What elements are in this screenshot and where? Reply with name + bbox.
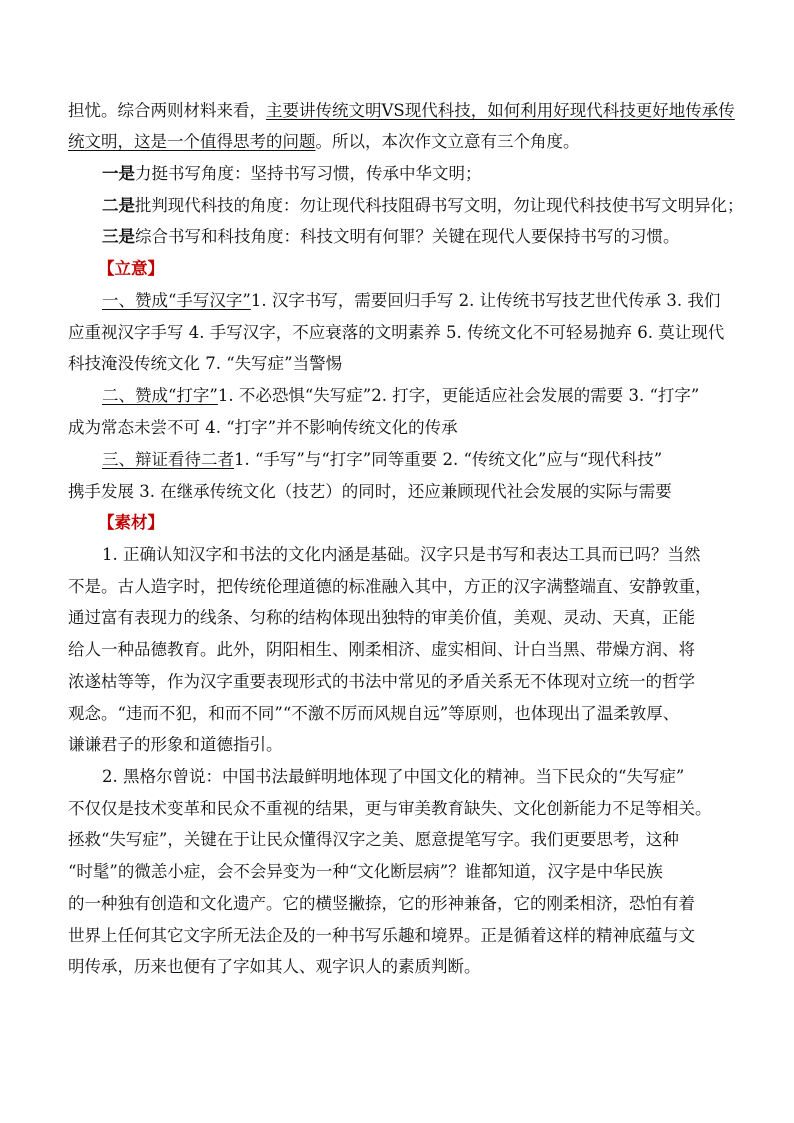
sucai-p2-line: “时髦”的微恙小症，会不会异变为一种“文化断层病”？谁都知道，汉字是中华民族 <box>68 862 663 881</box>
liyi-p2-line-2: 成为常态未尝不可 4. “打字”并不影响传统文化的传承 <box>68 418 458 437</box>
sucai-p1-line: 1. 正确认知汉字和书法的文化内涵是基础。汉字只是书写和表达工具而已吗？当然 <box>102 545 701 564</box>
sucai-p1-line: 浓遂枯等等，作为汉字重要表现形式的书法中常见的矛盾关系无不体现对立统一的哲学 <box>68 672 695 691</box>
sucai-p2-line: 拯救“失写症”，关键在于让民众懂得汉字之美、愿意提笔写字。我们更要思考，这种 <box>68 830 679 849</box>
sucai-p1-line: 谦谦君子的形象和道德指引。 <box>68 735 283 754</box>
intro-text: 担忧。综合两则材料来看， <box>68 101 266 120</box>
sucai-p1-line: 不是。古人造字时，把传统伦理道德的标准融入其中，方正的汉字满整端直、安静敦重， <box>68 577 712 596</box>
liyi-text: 1. 不必恐惧“失写症”2. 打字，更能适应社会发展的需要 3. “打字” <box>217 386 700 405</box>
sucai-p2-line: 明传承，历来也便有了字如其人、观字识人的素质判断。 <box>68 957 481 976</box>
sucai-p1-line: 给人一种品德教育。此外，阴阳相生、刚柔相济、虚实相间、计白当黑、带燥方润、将 <box>68 640 695 659</box>
liyi-p3-line-1 <box>102 450 662 472</box>
angle-2 <box>102 196 744 218</box>
sucai-heading: 【素材】 <box>98 513 164 532</box>
liyi-p1-line-2: 应重视汉字手写 4. 手写汉字，不应衰落的文明素养 5. 传统文化不可轻易抛弃 6. 莫让现代 <box>68 323 725 342</box>
liyi-p2-title: 二、赞成“打字” <box>102 386 218 405</box>
sucai-p2-line: 2. 黑格尔曾说：中国书法最鲜明地体现了中国文化的精神。当下民众的“失写症” <box>102 767 685 786</box>
angle-lead: 二是 <box>102 196 135 215</box>
angle-text: 综合书写和科技角度：科技文明有何罪？关键在现代人要保持书写的习惯。 <box>135 227 680 246</box>
liyi-p3-title: 三、辩证看待二者 <box>102 450 234 469</box>
liyi-text: 1. “手写”与“打字”同等重要 2. “传统文化”应与“现代科技” <box>234 450 663 469</box>
angle-1 <box>102 164 482 186</box>
liyi-p2-line-1 <box>102 386 699 408</box>
sucai-p1-line: 通过富有表现力的线条、匀称的结构体现出独特的审美价值，美观、灵动、天真，正能 <box>68 608 695 627</box>
angle-3 <box>102 227 680 249</box>
liyi-p3-line-2: 携手发展 3. 在继承传统文化（技艺）的同时，还应兼顾现代社会发展的实际与需要 <box>68 482 672 501</box>
sucai-p2-line: 不仅仅是技术变革和民众不重视的结果，更与审美教育缺失、文化创新能力不足等相关。 <box>68 799 712 818</box>
sucai-p2-line: 的一种独有创造和文化遗产。它的横竖撇捺，它的形神兼备，它的刚柔相济，恐怕有着 <box>68 894 695 913</box>
intro-line-2 <box>68 132 580 154</box>
intro-text: 。所以，本次作文立意有三个角度。 <box>315 132 580 151</box>
angle-lead: 一是 <box>102 164 135 183</box>
intro-line-1 <box>68 101 735 123</box>
angle-text: 力挺书写角度：坚持书写习惯，传承中华文明； <box>135 164 482 183</box>
intro-underlined-text: 主要讲传统文明VS现代科技，如何利用好现代科技更好地传承传 <box>266 101 735 120</box>
angle-text: 批判现代科技的角度：勿让现代科技阻碍书写文明，勿让现代科技使书写文明异化； <box>134 196 744 215</box>
angle-lead: 三是 <box>102 227 135 246</box>
liyi-p1-line-1 <box>102 291 720 313</box>
sucai-p1-line: 观念。“违而不犯，和而不同”“不激不厉而风规自远”等原则，也体现出了温柔敦厚、 <box>68 704 680 723</box>
liyi-heading: 【立意】 <box>98 259 164 278</box>
intro-underlined-text: 统文明，这是一个值得思考的问题 <box>68 132 316 151</box>
liyi-p1-title: 一、赞成“手写汉字” <box>102 291 251 310</box>
liyi-text: 1. 汉字书写，需要回归手写 2. 让传统书写技艺世代传承 3. 我们 <box>250 291 721 310</box>
sucai-p2-line: 世界上任何其它文字所无法企及的一种书写乐趣和境界。正是循着这样的精神底蕴与文 <box>68 926 695 945</box>
liyi-p1-line-3: 科技淹没传统文化 7. “失写症”当警惕 <box>68 354 343 373</box>
